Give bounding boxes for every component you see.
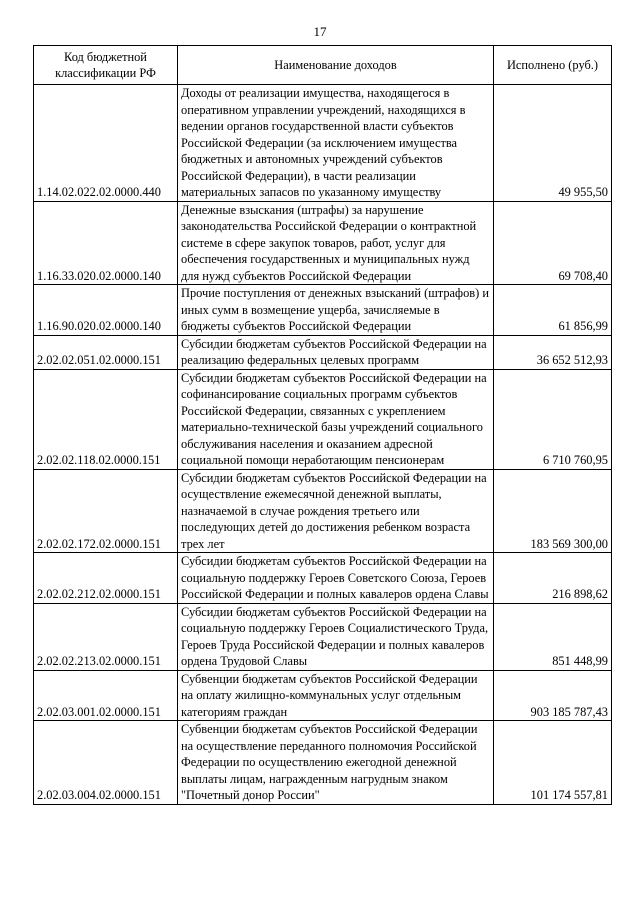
row-name: Субсидии бюджетам субъектов Российской Федерации на софинансирование социальных программ субъектов Российской Федерации, связанных с укреплением материально-технической базы учреждений социального обслуживания населения и оказанием адресной социальной помощи неработающим пенсионерам bbox=[178, 369, 494, 469]
table-header bbox=[34, 46, 612, 85]
row-code: 2.02.03.001.02.0000.151 bbox=[34, 670, 178, 721]
row-amount: 216 898,62 bbox=[494, 553, 612, 604]
row-code: 2.02.02.051.02.0000.151 bbox=[34, 335, 178, 369]
row-name: Субвенции бюджетам субъектов Российской Федерации на оплату жилищно-коммунальных услуг отдельным категориям граждан bbox=[178, 670, 494, 721]
row-amount: 851 448,99 bbox=[494, 603, 612, 670]
row-amount: 101 174 557,81 bbox=[494, 721, 612, 805]
page-number: 17 bbox=[313, 24, 327, 39]
table-row bbox=[34, 285, 612, 336]
row-amount: 36 652 512,93 bbox=[494, 335, 612, 369]
row-code: 2.02.02.212.02.0000.151 bbox=[34, 553, 178, 604]
table-row bbox=[34, 369, 612, 469]
table-body bbox=[34, 85, 612, 805]
row-amount: 61 856,99 bbox=[494, 285, 612, 336]
row-name: Субсидии бюджетам субъектов Российской Федерации на социальную поддержку Героев Социалистического Труда, Героев Труда Российской Федерации и полных кавалеров ордена Трудовой Славы bbox=[178, 603, 494, 670]
header-name: Наименование доходов bbox=[178, 46, 494, 85]
row-code: 2.02.02.118.02.0000.151 bbox=[34, 369, 178, 469]
row-code: 2.02.03.004.02.0000.151 bbox=[34, 721, 178, 805]
row-code: 1.16.90.020.02.0000.140 bbox=[34, 285, 178, 336]
row-name: Субсидии бюджетам субъектов Российской Федерации на социальную поддержку Героев Советского Союза, Героев Российской Федерации и полных кавалеров ордена Славы bbox=[178, 553, 494, 604]
table-row bbox=[34, 335, 612, 369]
row-amount: 69 708,40 bbox=[494, 201, 612, 285]
row-name: Субвенции бюджетам субъектов Российской Федерации на осуществление переданного полномочия Российской Федерации по осуществлению ежегодной денежной выплаты лицам, награжденным нагрудным знаком "Почетный донор России" bbox=[178, 721, 494, 805]
table-row bbox=[34, 721, 612, 805]
header-row bbox=[34, 46, 612, 85]
budget-revenue-table bbox=[33, 45, 612, 805]
row-name: Субсидии бюджетам субъектов Российской Федерации на осуществление ежемесячной денежной выплаты, назначаемой в случае рождения третьего или последующих детей до достижения ребенком возраста трех лет bbox=[178, 469, 494, 553]
row-amount: 183 569 300,00 bbox=[494, 469, 612, 553]
row-amount: 49 955,50 bbox=[494, 85, 612, 202]
row-name: Субсидии бюджетам субъектов Российской Федерации на реализацию федеральных целевых программ bbox=[178, 335, 494, 369]
header-code: Код бюджетной классификации РФ bbox=[34, 46, 178, 85]
row-code: 2.02.02.172.02.0000.151 bbox=[34, 469, 178, 553]
row-amount: 6 710 760,95 bbox=[494, 369, 612, 469]
row-name: Прочие поступления от денежных взысканий (штрафов) и иных сумм в возмещение ущерба, зачисляемые в бюджеты субъектов Российской Федерации bbox=[178, 285, 494, 336]
row-amount: 903 185 787,43 bbox=[494, 670, 612, 721]
table-row bbox=[34, 85, 612, 202]
table-row bbox=[34, 201, 612, 285]
row-code: 1.14.02.022.02.0000.440 bbox=[34, 85, 178, 202]
header-amount: Исполнено (руб.) bbox=[494, 46, 612, 85]
table-row bbox=[34, 603, 612, 670]
row-code: 1.16.33.020.02.0000.140 bbox=[34, 201, 178, 285]
table-row bbox=[34, 670, 612, 721]
row-name: Доходы от реализации имущества, находящегося в оперативном управлении учреждений, находящихся в ведении органов государственной власти субъектов Российской Федерации (за исключением имущества бюджетных и автономных учреждений субъектов Российской Федерации), в части реализации материальных запасов по указанному имуществу bbox=[178, 85, 494, 202]
table-row bbox=[34, 553, 612, 604]
row-code: 2.02.02.213.02.0000.151 bbox=[34, 603, 178, 670]
row-name: Денежные взыскания (штрафы) за нарушение законодательства Российской Федерации о контрактной системе в сфере закупок товаров, работ, услуг для обеспечения государственных и муниципальных нужд для нужд субъектов Российской Федерации bbox=[178, 201, 494, 285]
table-row bbox=[34, 469, 612, 553]
